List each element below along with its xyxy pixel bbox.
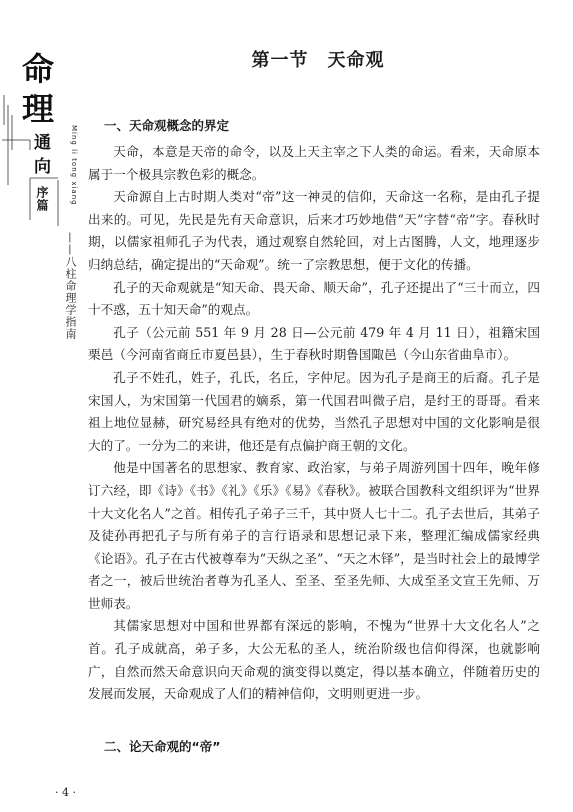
paragraph: 其儒家思想对中国和世界都有深远的影响，不愧为“世界十大文化名人”之首。孔子成就高，弟子多，大公无私的圣人，统治阶级也信仰得深，也就影响广，自然而然天命意识向天命观的演变得以奠定，得以基本确立，伴随着历史的发展而发展，天命观成了人们的精神信仰，文明则更进一步。 [88,618,540,702]
sidebar-title-char-1: 命 [22,50,55,88]
sidebar-series-title: ——八柱命理学指南 [64,232,77,340]
paragraph: 天命源自上古时期人类对“帝”这一神灵的信仰，天命这一名称，是由孔子提出来的。可见，先民是先有天命意识，后来才巧妙地借“天”字替“帝”字。春秋时期，以儒家祖师孔子为代表，通过观察自然轮回，对上古图腾，人文，地理逐步归纳总结，确定提出的“天命观”。统一了宗教思想，便于文化的传播。 [88,189,540,272]
sidebar-sub-char-1: 通 [34,133,51,153]
heading-emperor: 二、论天命观的“帝” [104,739,221,754]
paragraph: 孔子的天命观就是“知天命、畏天命、顺天命”，孔子还提出了“三十而立，四十不惑，五十知天命”的观点。 [88,279,540,318]
section-title: 第一节 天命观 [251,50,385,71]
paragraph: 天命，本意是天帝的命令，以及上天主宰之下人类的命运。看来，天命原本属于一个极具宗教色彩的概念。 [88,144,540,182]
body-text [88,141,540,706]
paragraph: 孔子不姓孔，姓子，孔氏，名丘，字仲尼。因为孔子是商王的后裔。孔子是宋国人，为宋国第一代国君的嫡系，第一代国君叫微子启，是纣王的哥哥。看来祖上地位显赫，研究易经具有绝对的优势，当然孔子思想对中国的文化影响是很大的了。一分为二的来讲，他还是有点偏护商王朝的文化。 [88,369,540,453]
sidebar-sub-char-2: 向 [34,157,51,177]
heading-concept: 一、天命观概念的界定 [104,118,230,133]
paragraph: 孔子（公元前 551 年 9 月 28 日—公元前 479 年 4 月 11 日），祖籍宋国栗邑（今河南省商丘市夏邑县），生于春秋时期鲁国陬邑（今山东省曲阜市）。 [88,324,540,363]
sidebar-section-tag: 序篇 [35,186,49,212]
sidebar-pinyin: Ming li tong xiang [70,125,78,206]
sidebar-title-char-2: 理 [22,90,55,128]
paragraph: 他是中国著名的思想家、教育家、政治家，与弟子周游列国十四年，晚年修订六经，即《诗》《书》《礼》《乐》《易》《春秋》。被联合国教科文组织评为“世界十大文化名人”之首。相传孔子弟子三千，其中贤人七十二。孔子去世后，其弟子及徒孙再把孔子与所有弟子的言行语录和思想记录下来，整理汇编成儒家经典《论语》。孔子在古代被尊奉为“天纵之圣”、“天之木铎”，是当时社会上的最博学者之一，被后世统治者尊为孔圣人、至圣、至圣先师、大成至圣文宣王先师、万世师表。 [88,460,540,611]
page-number: · 4 · [55,786,76,799]
